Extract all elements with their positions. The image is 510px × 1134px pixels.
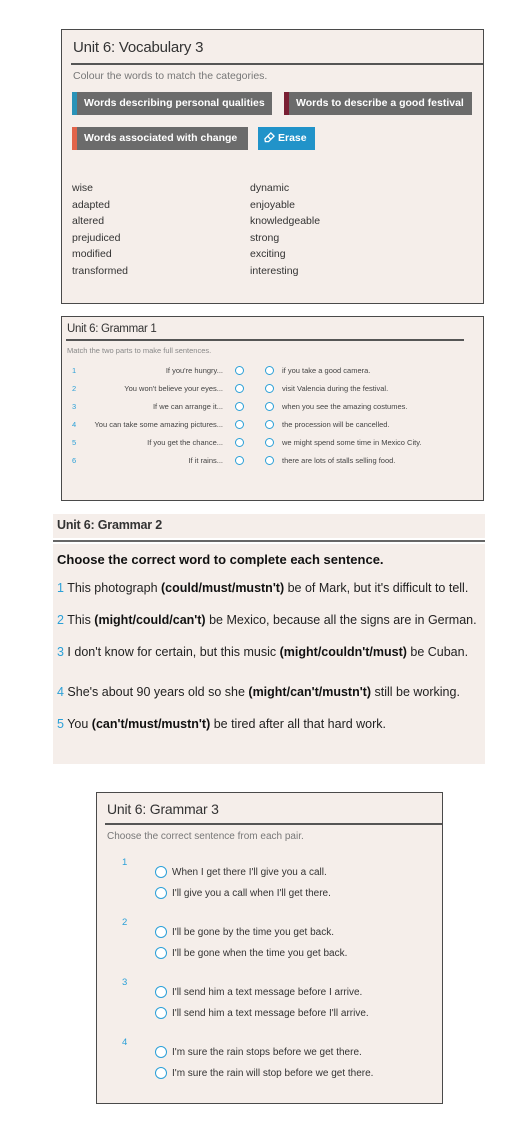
category-change-button[interactable] [72, 127, 248, 150]
grammar-2-section [53, 514, 485, 764]
category-label: Words describing personal qualities [84, 97, 265, 109]
word-item[interactable]: dynamic [250, 182, 290, 194]
word-list-right [250, 180, 320, 279]
grammar-1-card [61, 316, 484, 501]
word-item[interactable]: interesting [250, 264, 299, 277]
option-text: I'll send him a text message before I'll arrive. [172, 1008, 369, 1019]
answer-option[interactable] [155, 866, 327, 878]
match-right-radio[interactable] [265, 366, 274, 375]
word-item[interactable]: exciting [250, 248, 286, 260]
radio-button[interactable] [155, 986, 167, 998]
sentence-number: 4 [57, 685, 64, 699]
question-number: 3 [122, 977, 128, 988]
category-personal-qualities-button[interactable] [72, 92, 272, 115]
radio-button[interactable] [155, 1067, 167, 1079]
word-item[interactable]: strong [250, 231, 280, 244]
category-good-festival-button[interactable] [284, 92, 472, 115]
sentence-text: This [63, 613, 95, 627]
sentence-item [57, 580, 481, 596]
sentence-options: (might/can't/mustn't) [248, 685, 372, 699]
question-number: 4 [122, 1037, 128, 1048]
erase-button[interactable] [258, 127, 315, 150]
match-left-radio[interactable] [235, 438, 244, 447]
option-text: I'll be gone when the time you get back. [172, 948, 348, 959]
match-left-text: If you get the chance... [147, 438, 223, 447]
category-color-swatch [72, 92, 77, 115]
match-row [62, 417, 483, 433]
grammar-2-title: Unit 6: Grammar 2 [57, 518, 162, 532]
match-left-radio[interactable] [235, 402, 244, 411]
grammar-2-header [53, 514, 485, 538]
category-label: Words to describe a good festival [296, 97, 464, 109]
sentence-item [57, 612, 481, 628]
match-row [62, 435, 483, 451]
sentence-text: I don't know for certain, but this music [63, 645, 280, 659]
answer-option[interactable] [155, 947, 347, 959]
sentence-text: be Cuban. [406, 645, 469, 659]
option-text: I'm sure the rain stops before we get there. [172, 1047, 362, 1058]
match-right-text: the procession will be cancelled. [282, 420, 390, 429]
match-right-text: when you see the amazing costumes. [282, 402, 408, 411]
option-text: I'll send him a text message before I arrive. [172, 987, 363, 998]
match-row [62, 453, 483, 469]
row-number: 6 [72, 456, 77, 465]
match-left-text: You can take some amazing pictures... [94, 420, 223, 429]
sentence-text: She's about 90 years old so she [63, 685, 249, 699]
sentence-text: This photograph [63, 581, 162, 595]
word-item[interactable]: adapted [72, 198, 110, 211]
sentence-options: (might/couldn't/must) [279, 645, 407, 659]
option-text: I'll give you a call when I'll get there. [172, 888, 331, 899]
match-left-radio[interactable] [235, 456, 244, 465]
match-left-radio[interactable] [235, 384, 244, 393]
match-right-text: we might spend some time in Mexico City. [282, 438, 422, 447]
eraser-icon [264, 132, 275, 143]
question-number: 1 [122, 857, 128, 868]
radio-button[interactable] [155, 947, 167, 959]
word-item[interactable]: enjoyable [250, 198, 295, 211]
sentence-options: (might/could/can't) [94, 613, 206, 627]
erase-label: Erase [278, 132, 307, 144]
word-item[interactable]: wise [72, 182, 94, 194]
sentence-text: You [63, 717, 92, 731]
grammar-3-card [96, 792, 443, 1104]
radio-button[interactable] [155, 926, 167, 938]
vocabulary-title: Unit 6: Vocabulary 3 [73, 39, 204, 56]
match-right-radio[interactable] [265, 438, 274, 447]
sentence-number: 5 [57, 717, 64, 731]
sentence-options: (can't/must/mustn't) [91, 717, 211, 731]
option-text: I'll be gone by the time you get back. [172, 927, 335, 938]
row-number: 2 [72, 384, 77, 393]
answer-option[interactable] [155, 1046, 362, 1058]
row-number: 1 [72, 366, 77, 375]
match-row [62, 363, 483, 379]
sentence-text: be tired after all that hard work. [210, 717, 387, 731]
radio-button[interactable] [155, 887, 167, 899]
row-number: 5 [72, 438, 77, 447]
row-number: 3 [72, 402, 77, 411]
answer-option[interactable] [155, 986, 362, 998]
sentence-text: be of Mark, but it's difficult to tell. [284, 581, 469, 595]
word-list-left [72, 180, 128, 279]
sentence-item [57, 716, 481, 732]
radio-button[interactable] [155, 866, 167, 878]
match-right-radio[interactable] [265, 402, 274, 411]
sentence-number: 1 [57, 581, 64, 595]
grammar-3-title: Unit 6: Grammar 3 [107, 801, 219, 817]
grammar-3-instruction: Choose the correct sentence from each pair. [107, 831, 304, 842]
match-left-radio[interactable] [235, 420, 244, 429]
answer-option[interactable] [155, 1007, 369, 1019]
word-item[interactable]: prejudiced [72, 231, 121, 244]
sentence-number: 2 [57, 613, 64, 627]
answer-option[interactable] [155, 887, 331, 899]
grammar-2-instruction: Choose the correct word to complete each sentence. [57, 552, 384, 567]
category-color-swatch [284, 92, 289, 115]
radio-button[interactable] [155, 1007, 167, 1019]
match-right-text: there are lots of stalls selling food. [282, 456, 396, 465]
vocabulary-instruction: Colour the words to match the categories. [73, 70, 268, 82]
sentence-item [57, 644, 481, 660]
match-left-radio[interactable] [235, 366, 244, 375]
match-row [62, 381, 483, 397]
question-number: 2 [122, 917, 128, 928]
grammar-2-body [53, 544, 485, 764]
option-text: When I get there I'll give you a call. [172, 867, 327, 878]
grammar-1-title: Unit 6: Grammar 1 [67, 323, 157, 335]
match-left-text: If you're hungry... [165, 366, 223, 375]
title-divider [53, 540, 485, 542]
title-divider [66, 339, 464, 341]
match-left-text: You won't believe your eyes... [124, 384, 223, 393]
title-divider [105, 823, 442, 825]
match-right-text: if you take a good camera. [282, 366, 371, 375]
word-item[interactable]: modified [72, 248, 112, 260]
row-number: 4 [72, 420, 77, 429]
title-divider [71, 63, 483, 65]
answer-option[interactable] [155, 1067, 373, 1079]
sentence-text: still be working. [371, 685, 460, 699]
sentence-options: (could/must/mustn't) [161, 581, 285, 595]
match-row [62, 399, 483, 415]
match-right-text: visit Valencia during the festival. [282, 384, 389, 393]
answer-option[interactable] [155, 926, 334, 938]
match-right-radio[interactable] [265, 384, 274, 393]
match-left-text: If it rains... [188, 456, 223, 465]
category-color-swatch [72, 127, 77, 150]
option-text: I'm sure the rain will stop before we get there. [172, 1068, 374, 1079]
radio-button[interactable] [155, 1046, 167, 1058]
vocabulary-3-card [61, 29, 484, 304]
word-item[interactable]: transformed [72, 264, 129, 277]
word-item[interactable]: altered [72, 215, 105, 227]
sentence-item [57, 684, 481, 700]
grammar-1-instruction: Match the two parts to make full sentences. [67, 346, 212, 355]
sentence-number: 3 [57, 645, 64, 659]
match-left-text: If we can arrange it... [152, 402, 223, 411]
match-right-radio[interactable] [265, 420, 274, 429]
category-label: Words associated with change [84, 132, 238, 144]
match-right-radio[interactable] [265, 456, 274, 465]
sentence-text: be Mexico, because all the signs are in German. [205, 613, 477, 627]
word-item[interactable]: knowledgeable [250, 215, 321, 227]
